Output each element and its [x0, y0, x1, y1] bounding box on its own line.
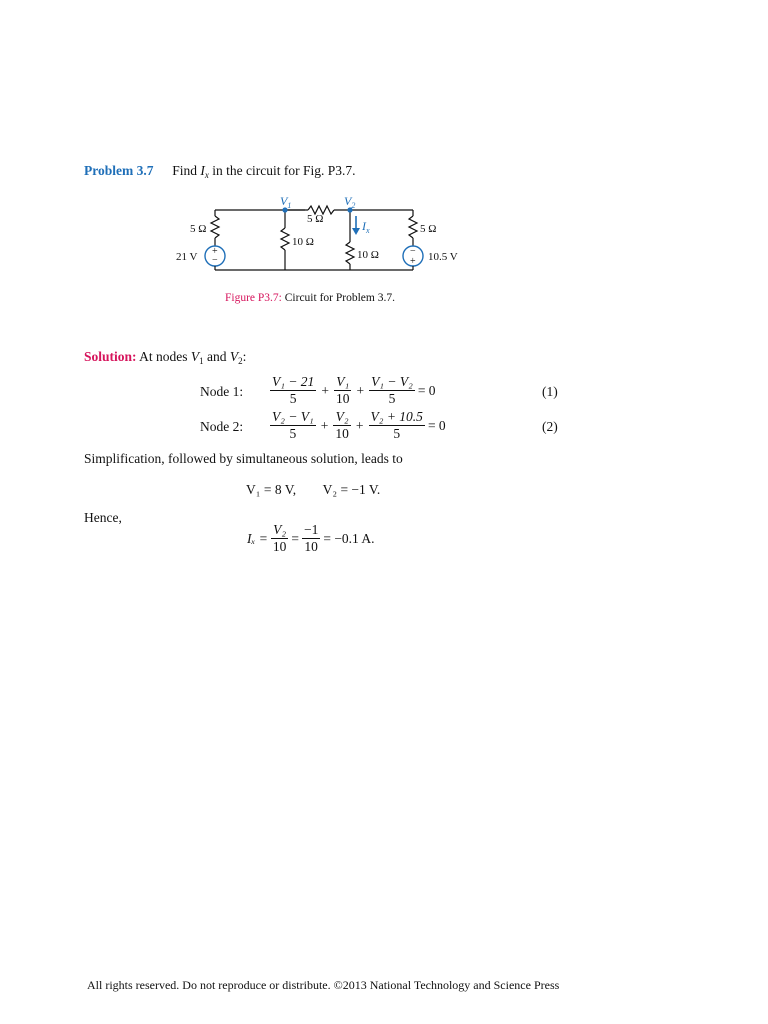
node-v2-label: $V_2$ — [344, 194, 356, 210]
node1-label: Node 1: — [200, 384, 244, 399]
problem-var: I — [200, 163, 205, 178]
v1-result: V₁ = 8 V, — [246, 482, 297, 497]
node2-label: Node 2: — [200, 419, 244, 434]
r-left-label: 5 Ω — [190, 223, 207, 235]
r-top-label: 5 Ω — [307, 213, 324, 225]
solution-intro: Solution: At nodes $V_1$ and $V_2$: — [84, 349, 247, 366]
solution-label: Solution: — [84, 349, 137, 364]
source-left-minus: − — [212, 255, 218, 266]
results-line — [246, 482, 380, 498]
problem-statement: Problem 3.7 Find $I_x$ in the circuit for Fig. P3.7. — [84, 163, 356, 180]
figure-caption-label: Figure P3.7: — [225, 292, 282, 304]
current-arrow-icon — [352, 228, 360, 235]
current-label: $I_x$ — [362, 219, 370, 235]
eq2-frac-b: $\frac{\text{V₂}}{10}$ — [335, 409, 349, 441]
ix-frac-a: $\frac{\text{V₂}}{10}$ — [272, 522, 287, 554]
node2-equation: $\frac{\text{V₂ − V₁}}{5}$ + $\frac{\text{V₂}}{10}$ + $\frac{\text{V₂ + 10.5}}{5}$ = 0 — [272, 409, 446, 441]
node-v1-label: $V_1$ — [280, 194, 292, 210]
node1-equation: $\frac{\text{V₁ − 21}}{5}$ + $\frac{\text{V₁}}{10}$ + $\frac{\text{V₁ − V₂}}{5}$ = 0 — [272, 374, 436, 406]
eq2-number: (2) — [542, 419, 558, 434]
footer-copyright: All rights reserved. Do not reproduce or distribute. ©2013 National Technology and Science Press — [87, 978, 560, 992]
problem-text-prefix: Find — [172, 163, 198, 178]
figure-caption — [225, 292, 395, 304]
ix-result: = −0.1 A. — [323, 530, 375, 546]
problem-text-suffix: in the circuit for Fig. P3.7. — [212, 163, 356, 178]
eq1-frac-b: $\frac{\text{V₁}}{10}$ — [335, 374, 350, 406]
eq1-number: (1) — [542, 384, 558, 399]
ix-frac-b: $\frac{-1}{10}$ — [303, 522, 319, 554]
source-left-label: 21 V — [176, 251, 198, 263]
eq1-frac-a: $\frac{\text{V₁ − 21}}{5}$ — [272, 374, 315, 406]
source-right-plus: + — [410, 256, 416, 267]
eq1-frac-c: $\frac{\text{V₁ − V₂}}{5}$ — [371, 374, 413, 406]
eq2-frac-a: $\frac{\text{V₂ − V₁}}{5}$ — [272, 409, 314, 441]
problem-label: Problem 3.7 — [84, 163, 154, 178]
v2-result: V₂ = −1 V. — [322, 482, 381, 497]
r-mid2-label: 10 Ω — [357, 249, 379, 261]
hence-text: Hence, — [84, 510, 122, 525]
ix-lhs: Iₓ = — [247, 530, 268, 546]
simplification-text: Simplification, followed by simultaneous solution, leads to — [84, 451, 403, 466]
r-right-label: 5 Ω — [420, 223, 437, 235]
r-mid1-label: 10 Ω — [292, 236, 314, 248]
source-right-minus: − — [410, 246, 416, 257]
eq2-frac-c: $\frac{\text{V₂ + 10.5}}{5}$ — [370, 409, 423, 441]
source-right-label: 10.5 V — [428, 251, 458, 263]
figure-caption-text: Circuit for Problem 3.7. — [284, 292, 395, 304]
source-left-plus: + — [212, 246, 218, 257]
circuit-diagram — [170, 190, 480, 285]
ix-equation: Iₓ = $\frac{\text{V₂}}{10}$ = $\frac{-1}{10}$ = −0.1 A. — [247, 522, 375, 554]
